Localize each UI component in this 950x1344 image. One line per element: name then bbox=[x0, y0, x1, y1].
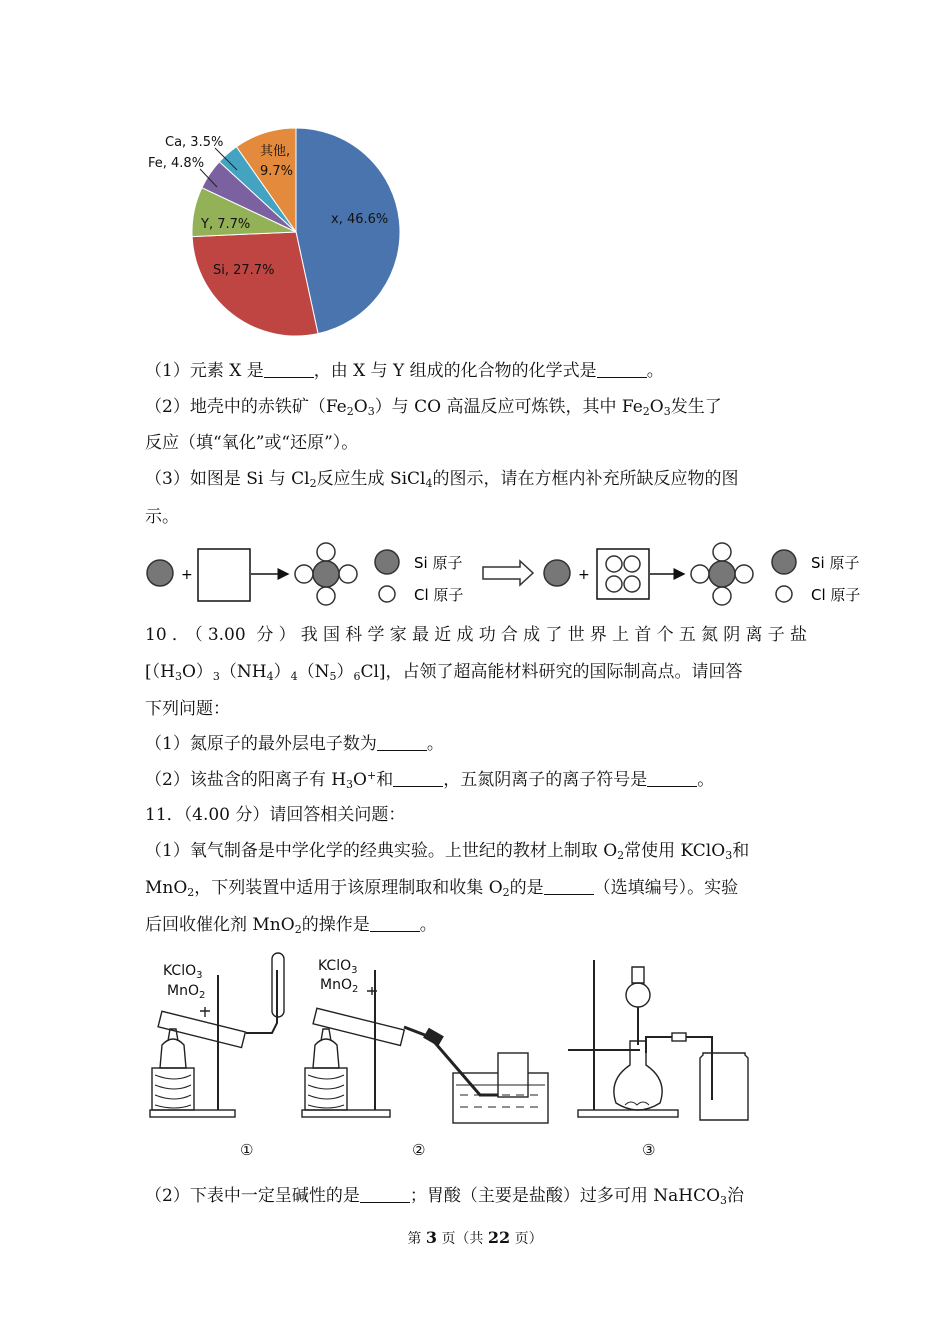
answer-blank[interactable] bbox=[544, 878, 594, 895]
cl-legend-atom bbox=[776, 586, 792, 602]
si-legend-atom bbox=[375, 550, 399, 574]
answer-blank[interactable] bbox=[360, 1186, 410, 1203]
si-legend-label: Si 原子 bbox=[811, 554, 860, 572]
q11-stem: 11．（4.00 分）请回答相关问题： bbox=[145, 805, 406, 825]
apparatus-2 bbox=[302, 958, 548, 1123]
si-legend-label: Si 原子 bbox=[414, 554, 463, 572]
q11-part1-line3: 后回收催化剂 MnO$_2$的操作是 。 bbox=[145, 915, 437, 936]
q9-part1: （1）元素 X 是 ，由 X 与 Y 组成的化合物的化学式是 。 bbox=[145, 361, 664, 381]
current-page-number: 3 bbox=[425, 1228, 437, 1247]
q9-part3-line2: 示。 bbox=[145, 507, 179, 527]
apparatus-label-2: ② bbox=[412, 1141, 426, 1159]
svg-text:KClO3: KClO$_3$ bbox=[163, 963, 203, 981]
hollow-arrow-icon bbox=[483, 561, 533, 585]
cl-legend-label: Cl 原子 bbox=[414, 586, 464, 604]
cl-legend-label: Cl 原子 bbox=[811, 586, 861, 604]
plus-sign: + bbox=[181, 567, 193, 583]
apparatus-3 bbox=[568, 960, 748, 1120]
q11-part1-line2: MnO$_2$，下列装置中适用于该原理制取和收集 $O_2$的是 （选填编号）。实验 bbox=[145, 878, 739, 899]
oxygen-apparatus-figure bbox=[0, 945, 950, 1175]
answer-blank[interactable] bbox=[393, 770, 443, 787]
pie-slice-label: 其他, bbox=[260, 144, 291, 159]
q10-stem-line2: $[(H_3O)_3(NH_4)_4(N_5)_6Cl]$，占领了超高能材料研究的国际制高点。请回答 bbox=[145, 662, 743, 683]
pie-slice-label: Si, 27.7% bbox=[213, 263, 275, 278]
svg-text:MnO2: MnO$_2$ bbox=[320, 977, 359, 995]
empty-answer-box[interactable] bbox=[198, 549, 250, 601]
apparatus-label-1: ① bbox=[240, 1141, 254, 1159]
answer-blank[interactable] bbox=[647, 770, 697, 787]
q9-part2-line2: 反应（填“氧化”或“还原”）。 bbox=[145, 433, 359, 453]
pie-slice-label: x, 46.6% bbox=[331, 212, 389, 227]
cl-legend-atom bbox=[379, 586, 395, 602]
answer-blank[interactable] bbox=[597, 361, 647, 378]
page-footer: 第 3 页（共 22 页） bbox=[407, 1228, 543, 1247]
q9-part2: （2）地壳中的赤铁矿$(Fe_2O_3)$与 CO 高温反应可炼铁，其中 $Fe_2O_3$发生了 bbox=[145, 397, 722, 418]
q10-part1: （1）氮原子的最外层电子数为 。 bbox=[145, 734, 444, 754]
q11-part2: （2）下表中一定呈碱性的是 ；胃酸（主要是盐酸）过多可用 NaHCO$_3$治 bbox=[145, 1186, 745, 1207]
plus-sign: + bbox=[578, 567, 590, 583]
si-atom bbox=[544, 560, 570, 586]
svg-text:MnO2: MnO$_2$ bbox=[167, 983, 206, 1001]
answer-blank[interactable] bbox=[264, 361, 314, 378]
q9-part3: （3）如图是 Si 与 $Cl_2$反应生成 SiCl$_4$的图示，请在方框内补充所缺反应物的图 bbox=[145, 469, 739, 490]
svg-text:KClO3: KClO$_3$ bbox=[318, 958, 358, 976]
sicl4-molecule bbox=[691, 543, 753, 605]
pie-slice bbox=[192, 232, 318, 336]
total-page-count: 22 bbox=[487, 1228, 511, 1247]
pie-slice-label: 9.7% bbox=[260, 164, 294, 179]
pie-slice-label: Y, 7.7% bbox=[201, 217, 251, 232]
q10-stem-line3: 下列问题： bbox=[145, 699, 230, 719]
element-abundance-pie-chart bbox=[0, 0, 950, 350]
answer-blank[interactable] bbox=[370, 915, 420, 932]
si-atom bbox=[147, 560, 173, 586]
apparatus-1 bbox=[150, 953, 284, 1117]
q11-part1: （1）氧气制备是中学化学的经典实验。上世纪的教材上制取 $O_2$常使用 KClO$_3$和 bbox=[145, 841, 750, 862]
sicl4-reaction-diagram bbox=[0, 530, 950, 620]
answer-blank[interactable] bbox=[377, 734, 427, 751]
pie-slice-label: Fe, 4.8% bbox=[148, 156, 205, 171]
sicl4-molecule bbox=[295, 543, 357, 605]
q10-stem: 10．（3.00 分）我国科学家最近成功合成了世界上首个五氮阴离子盐 bbox=[145, 625, 807, 645]
apparatus-label-3: ③ bbox=[642, 1141, 656, 1159]
si-legend-atom bbox=[772, 550, 796, 574]
filled-answer-box bbox=[597, 549, 649, 599]
pie-slice-label: Ca, 3.5% bbox=[165, 135, 224, 150]
q10-part2: （2）该盐含的阳离子有 $H_3O^+$和 ，五氮阴离子的离子符号是 。 bbox=[145, 769, 715, 791]
